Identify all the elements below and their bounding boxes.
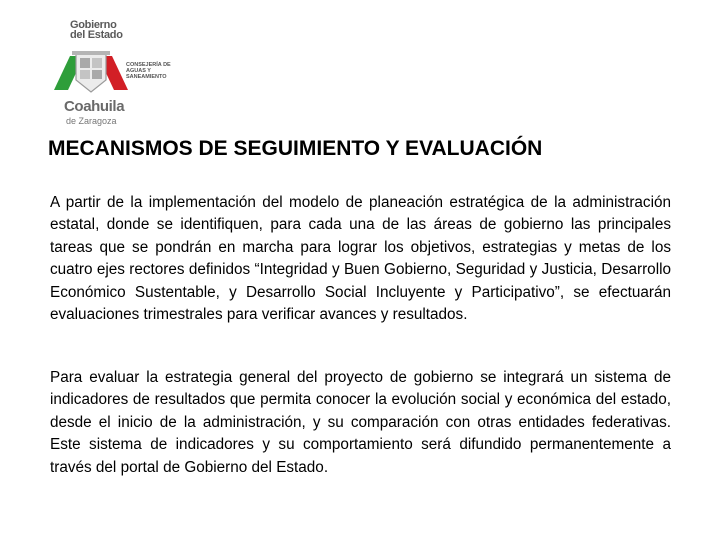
logo-line1: Gobierno: [70, 19, 117, 31]
logo-side-text: CONSEJERÍA DE AGUAS Y SANEAMIENTO: [126, 62, 171, 80]
paragraph-2: Para evaluar la estrategia general del proyecto de gobierno se integrará un sistema de indicadores de resultados que permita conocer la evolución social y económica del estado, desde el inicio de la administración, y su comparación con otras entidades federativas. Este sistema de indicadores y su comportamiento será difundido permanentemente a través del portal de Gobierno del Estado.: [50, 369, 671, 476]
paragraph-1: A partir de la implementación del modelo de planeación estratégica de la administración estatal, donde se identifiquen, para cada una de las áreas de gobierno las principales tareas que se pondrán en marcha para lograr los objetivos, estrategias y metas de los cuatro ejes rectores definidos “Integridad y Buen Gobierno, Seguridad y Justicia, Desarrollo Económico Sustentable, y Desarrollo Social Incluyente y Participativo”, se efectuarán evaluaciones trimestrales para verificar avances y resultados.: [50, 194, 671, 324]
logo-heading: [70, 20, 123, 40]
logo-state-sub: de Zaragoza: [66, 116, 117, 126]
logo-state-name: Coahuila: [64, 98, 125, 115]
coat-of-arms-icon: [54, 50, 128, 96]
government-logo: [54, 12, 172, 130]
logo-line2: del Estado: [70, 29, 123, 41]
page-title: MECANISMOS DE SEGUIMIENTO Y EVALUACIÓN: [48, 137, 543, 160]
